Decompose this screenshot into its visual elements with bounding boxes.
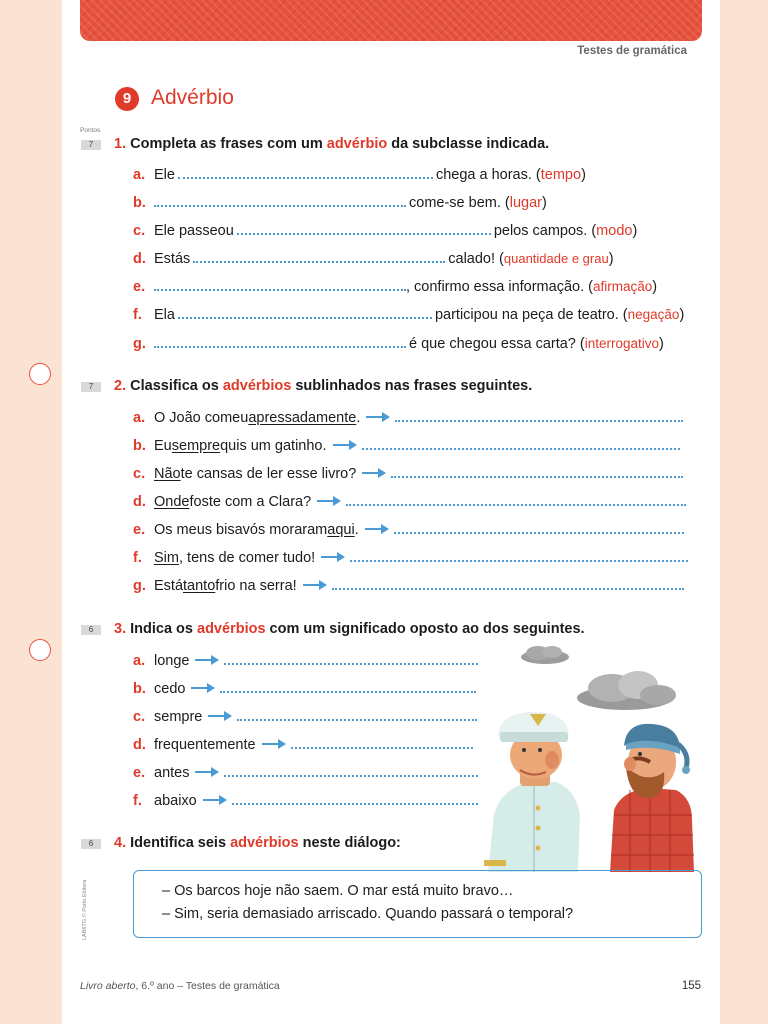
fisherman-figure [610, 724, 694, 872]
answer-blank[interactable] [391, 466, 683, 478]
answer-blank[interactable] [237, 709, 477, 721]
binder-hole [29, 639, 51, 661]
arrow-icon [321, 552, 347, 562]
unit-number: 9 [115, 87, 139, 111]
points-badge: 6 [81, 839, 101, 849]
answer-blank[interactable] [232, 793, 478, 805]
arrow-icon [203, 795, 229, 805]
answer-blank[interactable] [224, 653, 478, 665]
arrow-icon [333, 440, 359, 450]
answer-blank[interactable] [237, 223, 491, 235]
answer-blank[interactable] [193, 251, 445, 263]
answer-blank[interactable] [154, 195, 406, 207]
binder-hole [29, 363, 51, 385]
question-3-heading: 3. Indica os advérbios com um significado oposto ao dos seguintes. [114, 621, 585, 637]
question-1-heading: 1. Completa as frases com um advérbio da subclasse indicada. [114, 136, 550, 152]
answer-blank[interactable] [178, 167, 433, 179]
arrow-icon [303, 580, 329, 590]
side-note: LAB6TG © Porto Editora [82, 879, 88, 940]
dialogue-line: – Os barcos hoje não saem. O mar está muito bravo… [162, 883, 514, 899]
answer-blank[interactable] [395, 410, 683, 422]
answer-blank[interactable] [346, 494, 686, 506]
points-badge: 7 [81, 140, 101, 150]
footer-book: Livro aberto, 6.º ano – Testes de gramática [80, 980, 280, 992]
arrow-icon [366, 412, 392, 422]
page-number: 155 [681, 980, 701, 992]
answer-blank[interactable] [362, 438, 680, 450]
dialogue-box [133, 870, 702, 938]
dialogue-line: – Sim, seria demasiado arriscado. Quando passará o temporal? [162, 906, 574, 922]
answer-blank[interactable] [291, 737, 473, 749]
answer-blank[interactable] [224, 765, 478, 777]
points-badge: 6 [81, 625, 101, 635]
captain-figure [484, 712, 580, 872]
answer-blank[interactable] [350, 550, 688, 562]
answer-blank[interactable] [332, 578, 684, 590]
cloud-icon [521, 646, 569, 664]
answer-blank[interactable] [178, 307, 432, 319]
header-banner [80, 0, 702, 41]
unit-title: Advérbio [151, 86, 234, 109]
sailors-illustration [480, 640, 710, 872]
cloud-icon [577, 671, 676, 710]
arrow-icon [365, 524, 391, 534]
arrow-icon [317, 496, 343, 506]
arrow-icon [208, 711, 234, 721]
answer-blank[interactable] [220, 681, 476, 693]
question-2-heading: 2. Classifica os advérbios sublinhados nas frases seguintes. [114, 378, 533, 394]
answer-blank[interactable] [154, 279, 406, 291]
answer-blank[interactable] [154, 336, 406, 348]
arrow-icon [262, 739, 288, 749]
points-badge: 7 [81, 382, 101, 392]
arrow-icon [191, 683, 217, 693]
answer-blank[interactable] [394, 522, 684, 534]
points-label: Pontos [80, 127, 101, 134]
arrow-icon [195, 655, 221, 665]
question-4-heading: 4. Identifica seis advérbios neste diálogo: [114, 835, 401, 851]
arrow-icon [362, 468, 388, 478]
section-label: Testes de gramática [577, 45, 687, 57]
arrow-icon [195, 767, 221, 777]
